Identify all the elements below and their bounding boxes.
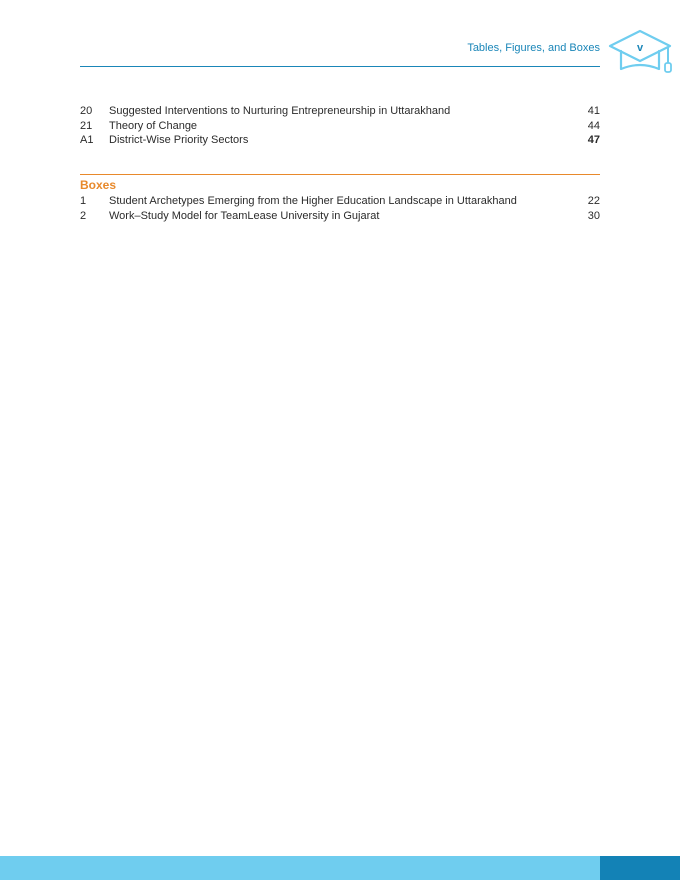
list-item [80, 119, 600, 134]
boxes-list [80, 194, 600, 223]
entry-page: 44 [587, 119, 600, 132]
list-item [80, 133, 600, 148]
entry-title: Suggested Interventions to Nurturing Entrepreneurship in Uttarakhand [109, 105, 451, 117]
entry-page: 47 [587, 134, 600, 146]
list-item [80, 104, 600, 119]
entry-number: 21 [80, 119, 93, 132]
figures-list [80, 104, 600, 148]
running-header-title: Tables, Figures, and Boxes [467, 42, 600, 54]
entry-number: 2 [80, 209, 87, 222]
boxes-divider [80, 174, 600, 175]
entry-title: Theory of Change [109, 119, 198, 132]
footer-accent-block [600, 856, 680, 880]
footer-bar [0, 856, 600, 880]
header-divider [80, 66, 600, 67]
entry-number: 1 [80, 195, 87, 207]
entry-number: 20 [80, 105, 93, 117]
boxes-heading: Boxes [80, 178, 117, 192]
entry-number: A1 [80, 134, 94, 146]
list-item [80, 209, 600, 224]
entry-page: 30 [587, 209, 600, 222]
entry-title: Work–Study Model for TeamLease University in Gujarat [109, 209, 380, 222]
list-item [80, 194, 600, 209]
entry-title: Student Archetypes Emerging from the Higher Education Landscape in Uttarakhand [109, 195, 517, 207]
entry-page: 22 [587, 195, 600, 207]
entry-title: District-Wise Priority Sectors [109, 134, 249, 146]
page-number: v [636, 42, 644, 54]
entry-page: 41 [587, 105, 600, 117]
